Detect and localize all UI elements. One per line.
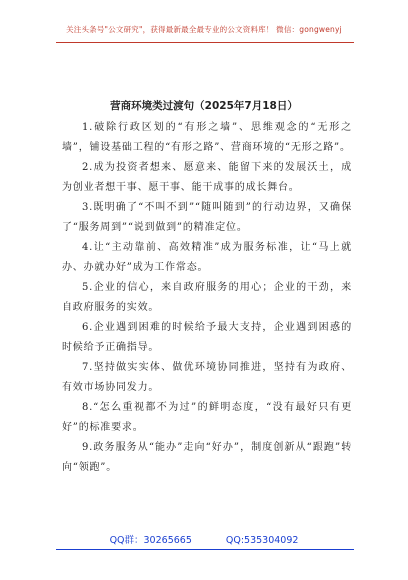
header-banner: 关注头条号"公文研究"，获得最新最全最专业的公文资料库！ 微信：gongwenyj bbox=[66, 25, 342, 34]
list-item: 2.成为投资者想来、愿意来、能留下来的发展沃土，成为创业者想干事、愿干事、能干成事的成长舞台。 bbox=[62, 162, 352, 193]
list-item: 7.坚持做实实体、做优环境协同推进，坚持有为政府、有效市场协同发力。 bbox=[62, 362, 352, 393]
list-item: 5.企业的信心，来自政府服务的用心；企业的干劲，来自政府服务的实效。 bbox=[62, 282, 352, 313]
footer-contact bbox=[0, 532, 408, 546]
footer-divider bbox=[56, 549, 354, 550]
footer-qq-group: QQ群：30265665 bbox=[109, 535, 192, 546]
list-item: 8.“怎么重视都不为过”的鲜明态度，“没有最好只有更好”的标准要求。 bbox=[62, 402, 352, 433]
footer-qq: QQ:535304092 bbox=[225, 535, 299, 546]
list-item: 1.破除行政区划的“有形之墙”、思维观念的“无形之墙”，铺设基础工程的“有形之路”、营商环境的“无形之路”。 bbox=[62, 122, 352, 153]
list-item: 6.企业遇到困难的时候给予最大支持，企业遇到困惑的时候给予正确指导。 bbox=[62, 322, 352, 353]
header-divider bbox=[56, 42, 354, 43]
list-item: 3.既明确了“不叫不到”“随叫随到”的行动边界，又确保了“服务周到”“说到做到”的精准定位。 bbox=[62, 202, 352, 233]
list-item: 4.让“主动靠前、高效精准”成为服务标准，让“马上就办、办就办好”成为工作常态。 bbox=[62, 242, 352, 273]
document-title: 营商环境类过渡句（2025年7月18日） bbox=[110, 100, 298, 112]
document-body bbox=[62, 118, 352, 478]
list-item: 9.政务服务从“能办”走向“好办”，制度创新从“跟跑”转向“领跑”。 bbox=[62, 442, 352, 473]
